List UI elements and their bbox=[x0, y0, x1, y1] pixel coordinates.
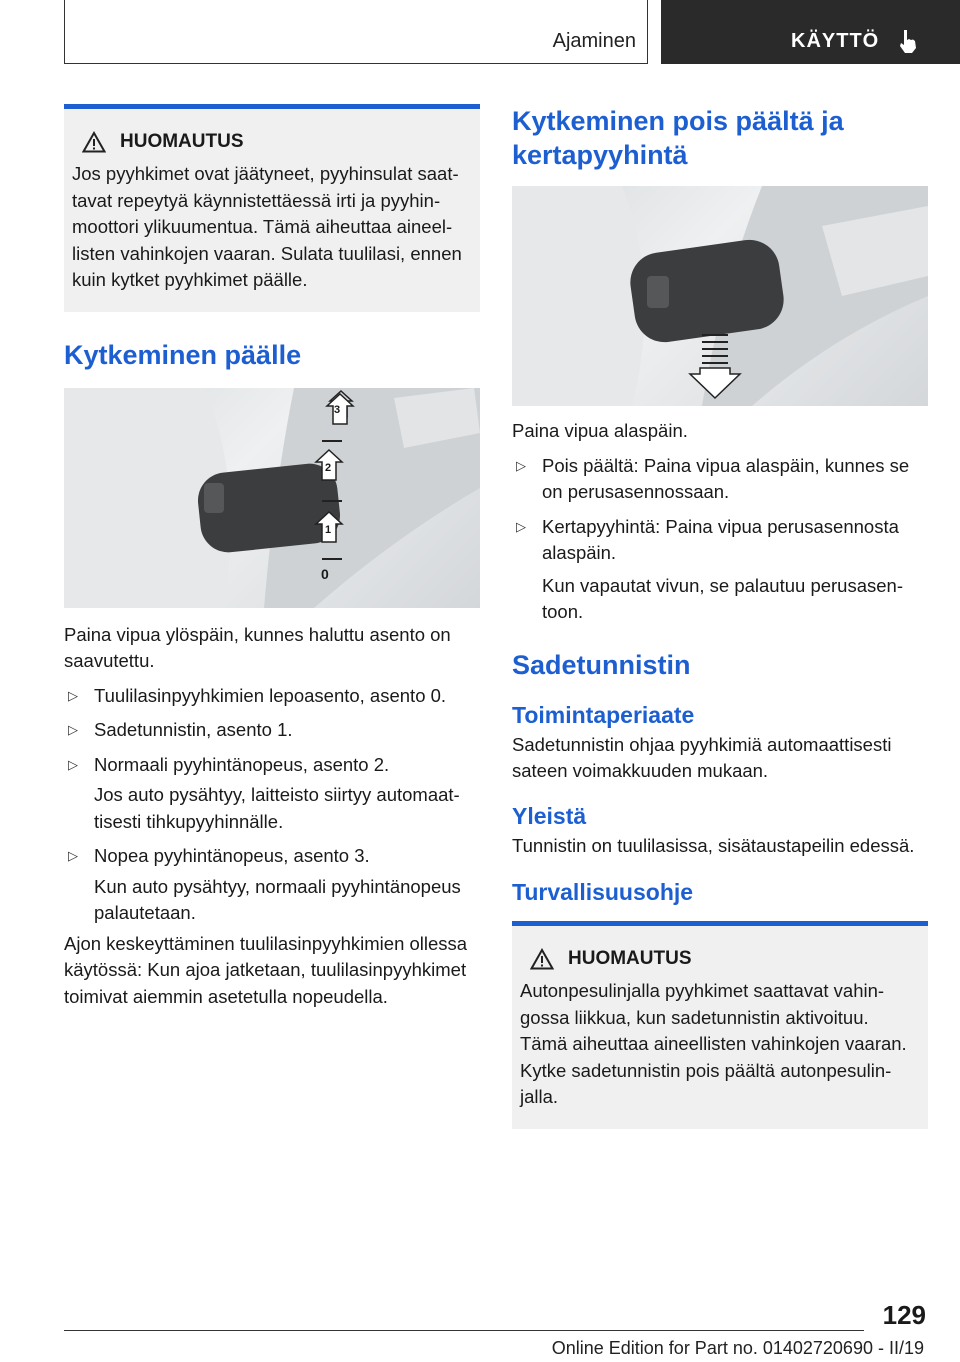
header-chapter-label: KÄYTTÖ bbox=[791, 30, 880, 52]
wiper-lever-down-illustration bbox=[512, 186, 928, 406]
section-heading: Kytkeminen päälle bbox=[64, 339, 302, 370]
position-label-3: 3 bbox=[334, 403, 341, 416]
position-label-1: 1 bbox=[325, 523, 332, 536]
triangle-bullet-icon: ▷ bbox=[68, 756, 78, 772]
triangle-bullet-icon: ▷ bbox=[516, 518, 526, 534]
warning-text: Autonpesulinjalla pyyhkimet saattavat vahin-gossa liikkua, kun sadetunnistin aktivoituu. Tämä aiheuttaa aineellisten vahinkojen vaaran. Kytke sadetunnistin pois päältä autonpesulin-jalla. bbox=[520, 980, 907, 1107]
section-heading: Kytkeminen pois päältä ja kertapyyhintä bbox=[512, 106, 844, 170]
position-label-0: 0 bbox=[321, 565, 329, 582]
triangle-bullet-icon: ▷ bbox=[68, 687, 78, 703]
list-item-note: Kun vapautat vivun, se palautuu perusasen-toon. bbox=[542, 574, 903, 622]
subsection-heading: Toimintaperiaate bbox=[512, 701, 695, 728]
wiper-lever-up-illustration bbox=[64, 388, 480, 608]
list-item-note: Kun auto pysähtyy, normaali pyyhintänopeus palautetaan. bbox=[94, 875, 461, 923]
list-item: ▷ Sadetunnistin, asento 1. bbox=[64, 717, 480, 744]
header-section-title: Ajaminen bbox=[552, 30, 636, 52]
warning-box bbox=[64, 104, 480, 312]
list-item: ▷ Pois päältä: Paina vipua alaspäin, kunnes se on perusasennossaan. bbox=[516, 454, 910, 502]
list-item: ▷ Nopea pyyhintänopeus, asento 3. bbox=[64, 843, 480, 870]
triangle-bullet-icon: ▷ bbox=[68, 848, 78, 863]
right-column bbox=[512, 104, 928, 1129]
paragraph-outro: Ajon keskeyttäminen tuulilasinpyyhkimien ollessa käytössä: Kun ajoa jatketaan, tuulilasinpyyhkimet toimivat aiemmin asetetulla nopeudella. bbox=[64, 932, 468, 1007]
footer-divider bbox=[64, 1330, 864, 1331]
section-heading: Sadetunnistin bbox=[512, 649, 691, 680]
off-list bbox=[512, 453, 928, 626]
subsection-heading: Turvallisuusohje bbox=[512, 879, 694, 905]
paragraph-intro: Paina vipua alaspäin. bbox=[512, 420, 688, 441]
left-column bbox=[64, 104, 480, 1010]
warning-title: HUOMAUTUS bbox=[120, 131, 244, 152]
position-list bbox=[64, 683, 480, 927]
list-item: ▷ Kertapyyhintä: Paina vipua perusasennosta alaspäin. bbox=[516, 515, 899, 563]
list-item: ▷ Tuulilasinpyyhkimien lepoasento, asento 0. bbox=[64, 683, 480, 710]
paragraph-general: Tunnistin on tuulilasissa, sisätaustapeilin edessä. bbox=[512, 834, 915, 856]
warning-text: Jos pyyhkimet ovat jäätyneet, pyyhinsulat saat-tavat repeytyä käynnistettäessä irti ja pyyhin-moottori ylikuumentua. Tämä aiheuttaa aineel-listen vahinkojen vaaran. Sulata tuulilasi, ennen kuin kytket pyyhkimet päälle. bbox=[72, 163, 462, 290]
triangle-bullet-icon: ▷ bbox=[516, 457, 526, 473]
list-item: ▷ Normaali pyyhintänopeus, asento 2. bbox=[64, 752, 480, 779]
warning-triangle-icon bbox=[82, 131, 106, 153]
paragraph-intro: Paina vipua ylöspäin, kunnes haluttu asento on saavutettu. bbox=[64, 623, 451, 671]
paragraph-principle: Sadetunnistin ohjaa pyyhkimiä automaattisesti sateen voimakkuuden mukaan. bbox=[512, 733, 892, 781]
header-chapter-tab bbox=[661, 0, 960, 64]
position-label-2: 2 bbox=[325, 461, 332, 474]
footer-edition: Online Edition for Part no. 01402720690 - II/19 bbox=[551, 1338, 924, 1358]
page-number: 129 bbox=[882, 1300, 926, 1330]
hand-pointing-down-icon bbox=[897, 28, 919, 54]
subsection-heading: Yleistä bbox=[512, 802, 587, 829]
warning-triangle-icon bbox=[530, 948, 554, 970]
warning-box bbox=[512, 921, 928, 1129]
triangle-bullet-icon: ▷ bbox=[68, 722, 78, 737]
list-item-note: Jos auto pysähtyy, laitteisto siirtyy automaat-tisesti tihkupyyhinnälle. bbox=[94, 784, 460, 832]
warning-title: HUOMAUTUS bbox=[568, 948, 692, 969]
